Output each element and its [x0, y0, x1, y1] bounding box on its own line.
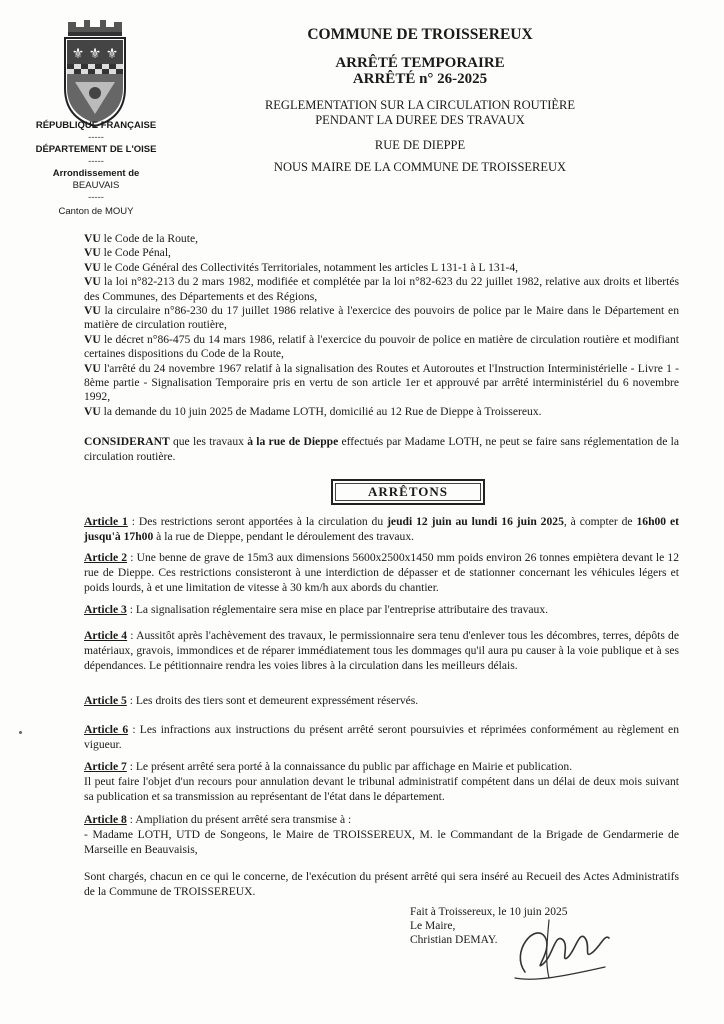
scan-speck-icon	[18, 730, 23, 735]
article-7: Article 7 : Le présent arrêté sera porté à la connaissance du public par affichage en Mairie et publication. Il peut faire l'objet d'un recours pour annulation devant le tribunal administratif compétent dans un délai de deux mois suivant sa publication et sa transmission au représentant de l'état dans le département.	[84, 760, 679, 803]
handwritten-signature	[505, 912, 615, 987]
separator: -----	[88, 132, 104, 143]
separator: -----	[88, 192, 104, 203]
arrete-type: ARRÊTÉ TEMPORAIRE	[335, 55, 505, 71]
vu-item: VU le Code Pénal,	[84, 246, 171, 260]
republic-label: RÉPUBLIQUE FRANÇAISE	[35, 120, 157, 131]
article-8-recipients: - Madame LOTH, UTD de Songeons, le Maire de TROISSEREUX, M. le Commandant de la Brigade de Gendarmerie de Marseille en Beauvaisis,	[84, 828, 679, 856]
commune-title: COMMUNE DE TROISSEREUX	[307, 26, 533, 43]
closing-paragraph: Sont chargés, chacun en ce qui le concerne, de l'exécution du présent arrêté qui sera inséré au Recueil des Actes Administratifs de la Commune de TROISSEREUX.	[84, 870, 679, 898]
vu-item: VU la circulaire n°86-230 du 17 juillet 1986 relative à l'exercice des pouvoirs de police par le Maire dans le Département en matière de circulation routière,	[84, 304, 679, 332]
vu-item: VU le Code de la Route,	[84, 232, 198, 245]
street-name: RUE DE DIEPPE	[374, 138, 466, 152]
article-6: Article 6 : Les infractions aux instructions du présent arrêté seront poursuivies et réprimées conformément au règlement en vigueur.	[84, 723, 679, 751]
regulation-subject	[170, 98, 670, 128]
article-4: Article 4 : Aussitôt après l'achèvement des travaux, le permissionnaire sera tenu d'enlever tous les décombres, terres, dépôts de matériaux, gravois, immondices et de réparer immédiatement tous les dommages qu'il aura pu causer à la voie publique et à ses dépendances. Le pétitionnaire rendra les voies libres à la circulation dans les meilleurs délais.	[84, 629, 680, 672]
legal-references-list	[84, 232, 679, 419]
article-5: Article 5 : Les droits des tiers sont et demeurent expressément réservés.	[84, 694, 419, 707]
svg-text:⚜: ⚜	[105, 47, 119, 62]
article-8: Article 8 : Ampliation du présent arrêté sera transmise à : - Madame LOTH, UTD de Songeons, le Maire de TROISSEREUX, M. le Commandant de la Brigade de Gendarmerie de Marseille en Beauvaisis,	[84, 813, 679, 856]
signatory-role: Le Maire,	[410, 920, 456, 932]
regulation-line-2: PENDANT LA DUREE DES TRAVAUX	[315, 113, 525, 127]
vu-item: VU le décret n°86-475 du 14 mars 1986, relatif à l'exercice du pouvoir de police en matière de circulation routière et modifiant certaines dispositions du Code de la Route,	[84, 332, 679, 361]
arrete-number: ARRÊTÉ n° 26-2025	[352, 71, 488, 87]
arrondissement-label: Arrondissement de	[52, 168, 140, 179]
vu-item: VU le Code Général des Collectivités Territoriales, notamment les articles L 131-1 à L 131-4,	[84, 260, 519, 274]
vu-item: VU l'arrêté du 24 novembre 1967 relatif à la signalisation des Routes et Autoroutes et l'Instruction Interministérielle - Livre 1 - 8ème partie - Signalisation Temporaire pris en vertu de son article 1er et approuvé par arrêté interministériel du 6 novembre 1992,	[84, 361, 679, 404]
svg-text:⚜: ⚜	[88, 47, 102, 62]
svg-text:⚜: ⚜	[71, 47, 85, 62]
separator: -----	[88, 156, 104, 167]
coat-of-arms-logo	[60, 18, 130, 128]
arretons-heading: ARRÊTONS	[331, 479, 485, 505]
article-3: Article 3 : La signalisation réglementaire sera mise en place par l'entreprise attributaire des travaux.	[84, 603, 549, 616]
place-and-date: Fait à Troissereux, le 10 juin 2025	[410, 906, 568, 918]
arrondissement-name: BEAUVAIS	[72, 180, 120, 191]
vu-item: VU la loi n°82-213 du 2 mars 1982, modifiée et complétée par la loi n°82-623 du 22 juillet 1982, relative aux droits et libertés des Communes, des Départements et des Régions,	[84, 275, 679, 303]
arrete-heading	[170, 55, 670, 87]
department-label: DÉPARTEMENT DE L'OISE	[35, 144, 157, 155]
article-1: Article 1 : Des restrictions seront apportées à la circulation du jeudi 12 juin au lundi 16 juin 2025, à compter de 16h00 et jusqu'à 17h00 à la rue de Dieppe, pendant le déroulement des travaux.	[84, 515, 680, 543]
canton-label: Canton de MOUY	[58, 206, 134, 217]
administrative-info-column	[12, 120, 180, 218]
article-7-recourse: Il peut faire l'objet d'un recours pour annulation devant le tribunal administratif compétent dans un délai de deux mois suivant sa publication et sa transmission au représentant de l'état dans le département.	[84, 775, 679, 803]
signatory-name: Christian DEMAY.	[410, 934, 498, 946]
article-2: Article 2 : Une benne de grave de 15m3 aux dimensions 5600x2500x1450 mm poids environ 26 tonnes empiètera devant le 12 rue de Dieppe. Ces restrictions consisteront à une interdiction de dépasser et de stationner concernant les véhicules légers et poids lourds, à et une limitation de vitesse à 30 km/h aux abords du chantier.	[84, 551, 680, 594]
considerant-paragraph: CONSIDERANT que les travaux à la rue de Dieppe effectués par Madame LOTH, ne peut se faire sans réglementation de la circulation routière.	[84, 435, 679, 463]
regulation-line-1: REGLEMENTATION SUR LA CIRCULATION ROUTIÈRE	[264, 98, 576, 112]
mayor-statement: NOUS MAIRE DE LA COMMUNE DE TROISSEREUX	[273, 160, 567, 174]
vu-item: VU la demande du 10 juin 2025 de Madame LOTH, domicilié au 12 Rue de Dieppe à Troissereux.	[84, 404, 542, 418]
